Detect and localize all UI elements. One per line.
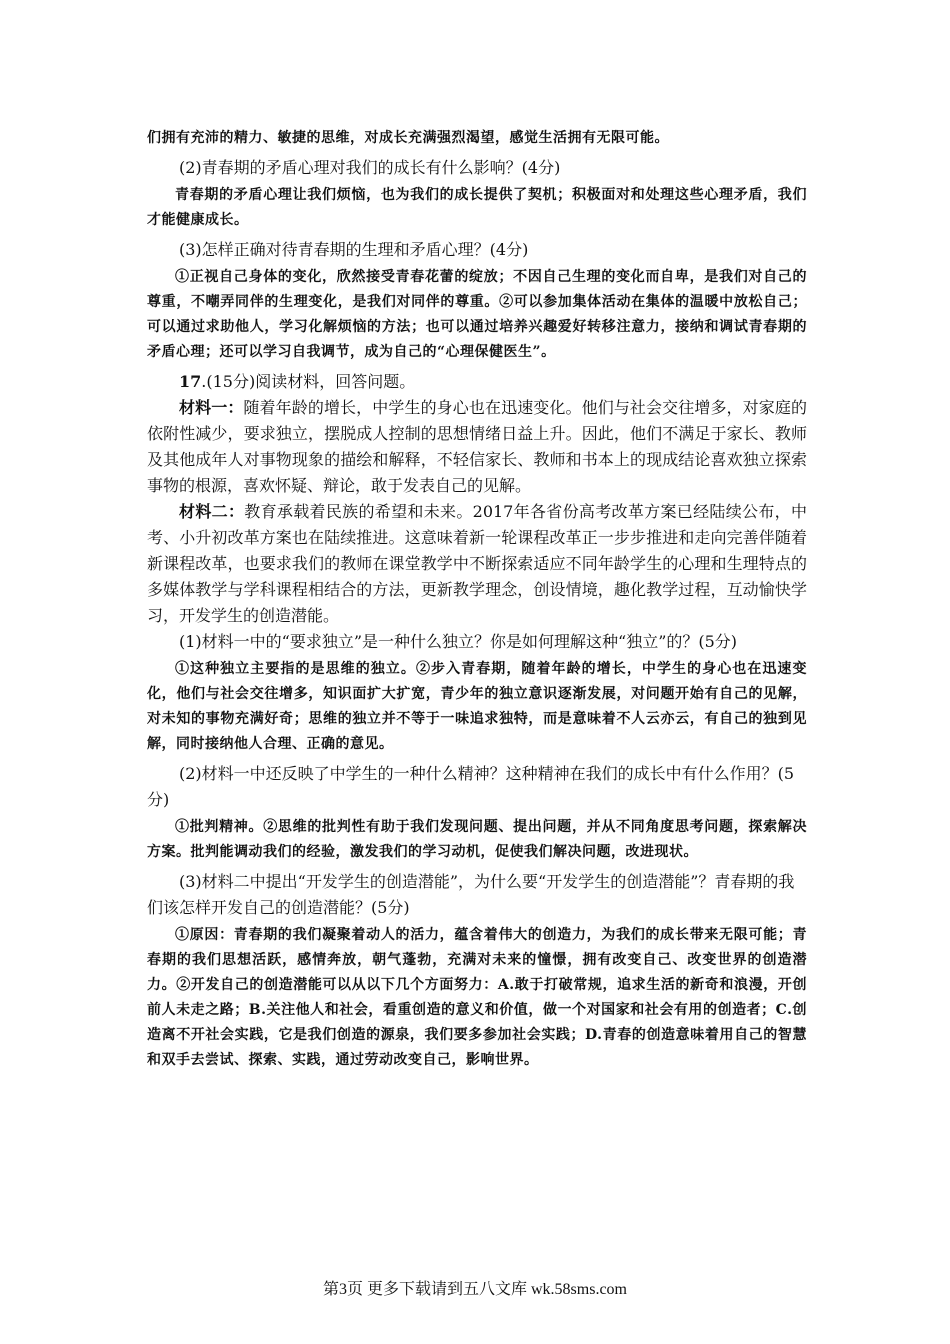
answer-17-2: ①批判精神。②思维的批判性有助于我们发现问题、提出问题，并从不同角度思考问题，探索解决方案。批判能调动我们的经验，激发我们的学习动机，促使我们解决问题，改进现状。: [147, 819, 807, 860]
question-17-1: (1)材料一中的“要求独立”是一种什么独立？你是如何理解这种“独立”的？(5分): [179, 632, 738, 651]
answer-continuation: 们拥有充沛的精力、敏捷的思维，对成长充满强烈渴望，感觉生活拥有无限可能。: [147, 130, 669, 146]
material-one: [147, 395, 807, 499]
question-17-2: (2)材料一中还反映了中学生的一种什么精神？这种精神在我们的成长中有什么作用？(5分): [147, 764, 795, 809]
material-one-text: 随着年龄的增长，中学生的身心也在迅速变化。他们与社会交往增多，对家庭的依附性减少，要求独立，摆脱成人控制的思想情绪日益上升。因此，他们不满足于家长、教师及其他成年人对事物现象的描绘和解释，不轻信家长、教师和书本上的现成结论喜欢独立探索事物的根源，喜欢怀疑、辩论，敢于发表自己的见解。: [147, 398, 807, 495]
material-two-label: 材料二：: [179, 502, 245, 521]
page-content: [147, 124, 807, 1077]
material-two-text: 教育承载着民族的希望和未来。2017年各省份高考改革方案已经陆续公布，中考、小升初改革方案也在陆续推进。这意味着新一轮课程改革正一步步推进和走向完善伴随着新课程改革，也要求我们的教师在课堂教学中不断探索适应不同年龄学生的心理和生理特点的多媒体教学与学科课程相结合的方法，更新教学理念，创设情境，趣化教学过程，互动愉快学习，开发学生的创造潜能。: [147, 502, 807, 625]
question-16-2: (2)青春期的矛盾心理对我们的成长有什么影响？(4分): [179, 158, 561, 177]
question-17-instruction: .(15分)阅读材料，回答问题。: [201, 372, 416, 391]
answer-16-2: 青春期的矛盾心理让我们烦恼，也为我们的成长提供了契机；积极面对和处理这些心理矛盾，我们才能健康成长。: [147, 187, 807, 228]
page-footer: 第3页 更多下载请到五八文库 wk.58sms.com: [322, 1281, 627, 1298]
material-two: [147, 499, 807, 629]
answer-16-3: ①正视自己身体的变化，欣然接受青春花蕾的绽放；不因自己生理的变化而自卑，是我们对自己的尊重，不嘲弄同伴的生理变化，是我们对同伴的尊重。②可以参加集体活动在集体的温暖中放松自己；可以通过求助他人，学习化解烦恼的方法；也可以通过培养兴趣爱好转移注意力，接纳和调试青春期的矛盾心理；还可以学习自我调节，成为自己的“心理保健医生”。: [147, 269, 807, 360]
answer-17-1: ①这种独立主要指的是思维的独立。②步入青春期，随着年龄的增长，中学生的身心也在迅速变化，他们与社会交往增多，知识面扩大扩宽，青少年的独立意识逐渐发展，对问题开始有自己的见解，对未知的事物充满好奇；思维的独立并不等于一味追求独特，而是意味着不人云亦云，有自己的独到见解，同时接纳他人合理、正确的意见。: [147, 661, 807, 752]
answer-17-3: ①原因：青春期的我们凝聚着动人的活力，蕴含着伟大的创造力，为我们的成长带来无限可能；青春期的我们思想活跃，感情奔放，朝气蓬勃，充满对未来的憧憬，拥有改变自己、改变世界的创造潜力。②开发自己的创造潜能可以从以下几个方面努力：A.敢于打破常规，追求生活的新奇和浪漫，开创前人未走之路；B.关注他人和社会，看重创造的意义和价值，做一个对国家和社会有用的创造者；C.创造离不开社会实践，它是我们创造的源泉，我们要多参加社会实践；D.青春的创造意味着用自己的智慧和双手去尝试、探索、实践，通过劳动改变自己，影响世界。: [147, 927, 807, 1068]
question-17-number: 17: [179, 372, 202, 391]
question-17-3: (3)材料二中提出“开发学生的创造潜能”，为什么要“开发学生的创造潜能”？青春期的我们该怎样开发自己的创造潜能？(5分): [147, 872, 795, 917]
material-one-label: 材料一：: [179, 398, 244, 417]
question-17-heading: [147, 369, 807, 395]
question-16-3: (3)怎样正确对待青春期的生理和矛盾心理？(4分): [179, 240, 529, 259]
